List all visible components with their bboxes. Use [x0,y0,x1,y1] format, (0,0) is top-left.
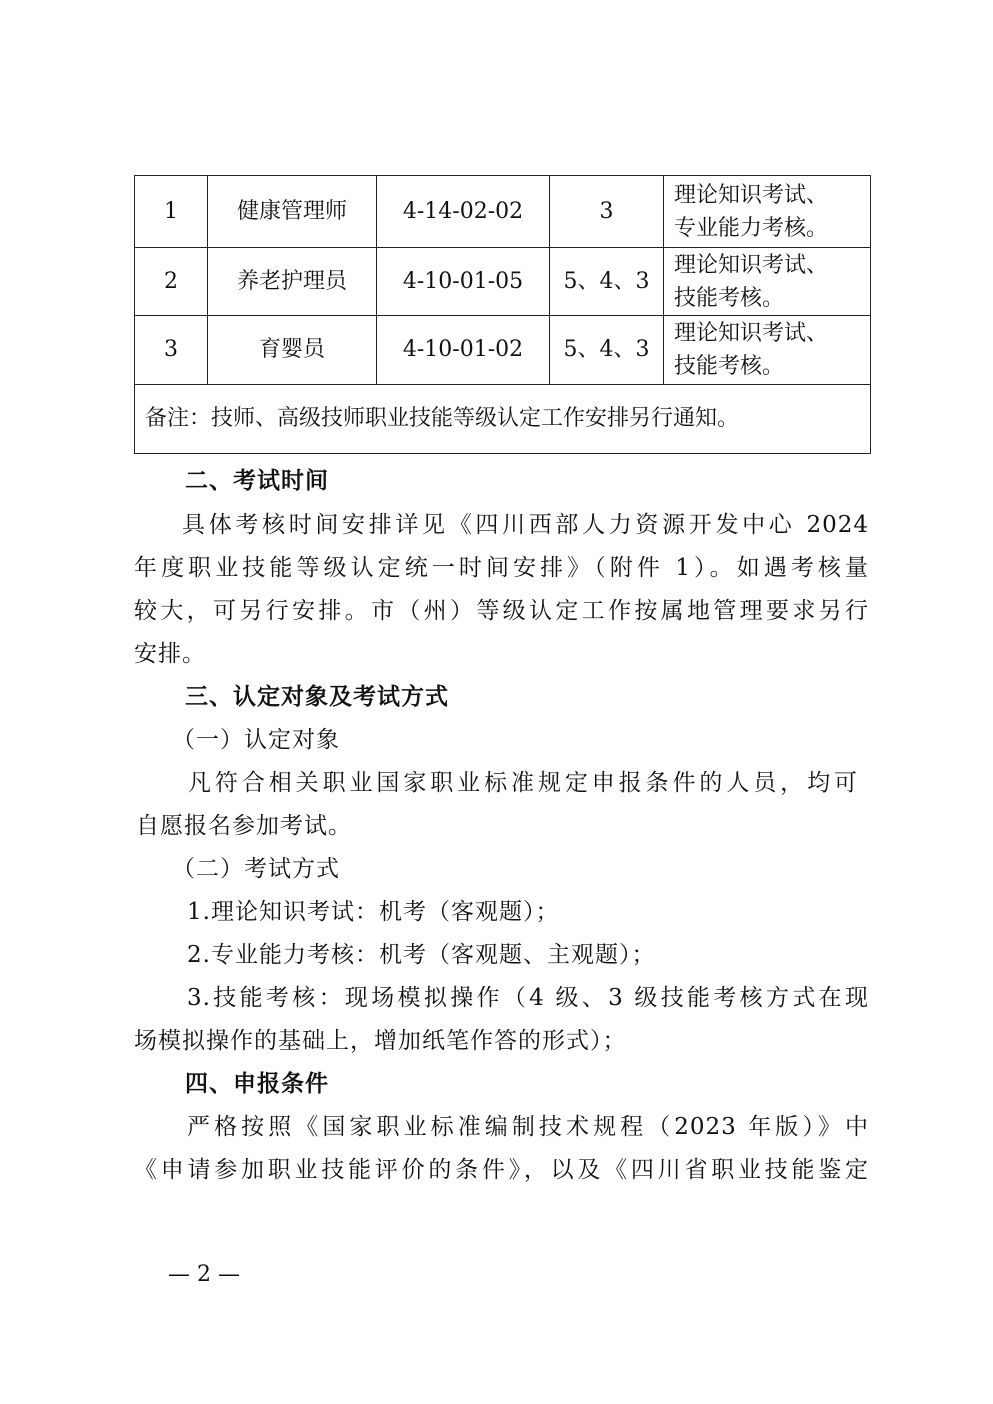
occupation-name: 健康管理师 [208,176,377,248]
method-line: 理论知识考试、 [674,252,829,278]
method-line: 理论知识考试、 [674,182,829,208]
occupation-code: 4-10-01-02 [377,316,550,385]
section-heading: 四、申报条件 [185,1071,329,1097]
method-line: 理论知识考试、 [674,321,829,346]
table-row [135,176,871,248]
assessment-method [664,316,871,385]
skill-level: 5、4、3 [550,248,664,316]
section-heading: 二、考试时间 [185,468,329,494]
section-heading: 三、认定对象及考试方式 [185,684,449,710]
row-number: 1 [135,176,208,248]
list-item: 场模拟操作的基础上，增加纸笔作答的形式）； [134,1028,627,1054]
paragraph-line: 严格按照《国家职业标准编制技术规程（2023 年版）》中 [187,1114,869,1140]
occupation-code: 4-14-02-02 [377,176,550,248]
paragraph-line: 年度职业技能等级认定统一时间安排》（附件 1）。如遇考核量 [134,555,869,581]
occupation-table [134,175,871,454]
method-line: 技能考核。 [674,285,785,311]
paragraph-line: 安排。 [134,641,206,667]
subsection-heading: （二）考试方式 [172,856,340,882]
table-row [135,248,871,316]
assessment-method [664,248,871,316]
assessment-method [664,176,871,248]
paragraph-line: 凡符合相关职业国家职业标准规定申报条件的人员，均可 [188,770,858,796]
skill-level: 3 [550,176,664,248]
paragraph-line: 自愿报名参加考试。 [136,813,352,839]
paragraph-line: 《申请参加职业技能评价的条件》，以及《四川省职业技能鉴定 [134,1157,869,1183]
paragraph-line: 较大，可另行安排。市（州）等级认定工作按属地管理要求另行 [134,598,869,624]
table-row [135,316,871,385]
skill-level: 5、4、3 [550,316,664,385]
occupation-name: 养老护理员 [208,248,377,316]
occupation-code: 4-10-01-05 [377,248,550,316]
table-note-row [135,385,871,454]
list-item: 3.技能考核：现场模拟操作（4 级、3 级技能考核方式在现 [187,985,869,1011]
list-item: 2.专业能力考核：机考（客观题、主观题）； [187,942,656,968]
list-item: 1.理论知识考试：机考（客观题）； [187,899,560,925]
page-number: — 2 — [168,1262,240,1287]
paragraph-line: 具体考核时间安排详见《四川西部人力资源开发中心 2024 [182,512,869,538]
row-number: 2 [135,248,208,316]
row-number: 3 [135,316,208,385]
method-line: 专业能力考核。 [674,215,829,241]
subsection-heading: （一）认定对象 [172,727,340,753]
occupation-name: 育婴员 [208,316,377,385]
table-note: 备注：技师、高级技师职业技能等级认定工作安排另行通知。 [135,385,871,454]
method-line: 技能考核。 [674,354,785,379]
